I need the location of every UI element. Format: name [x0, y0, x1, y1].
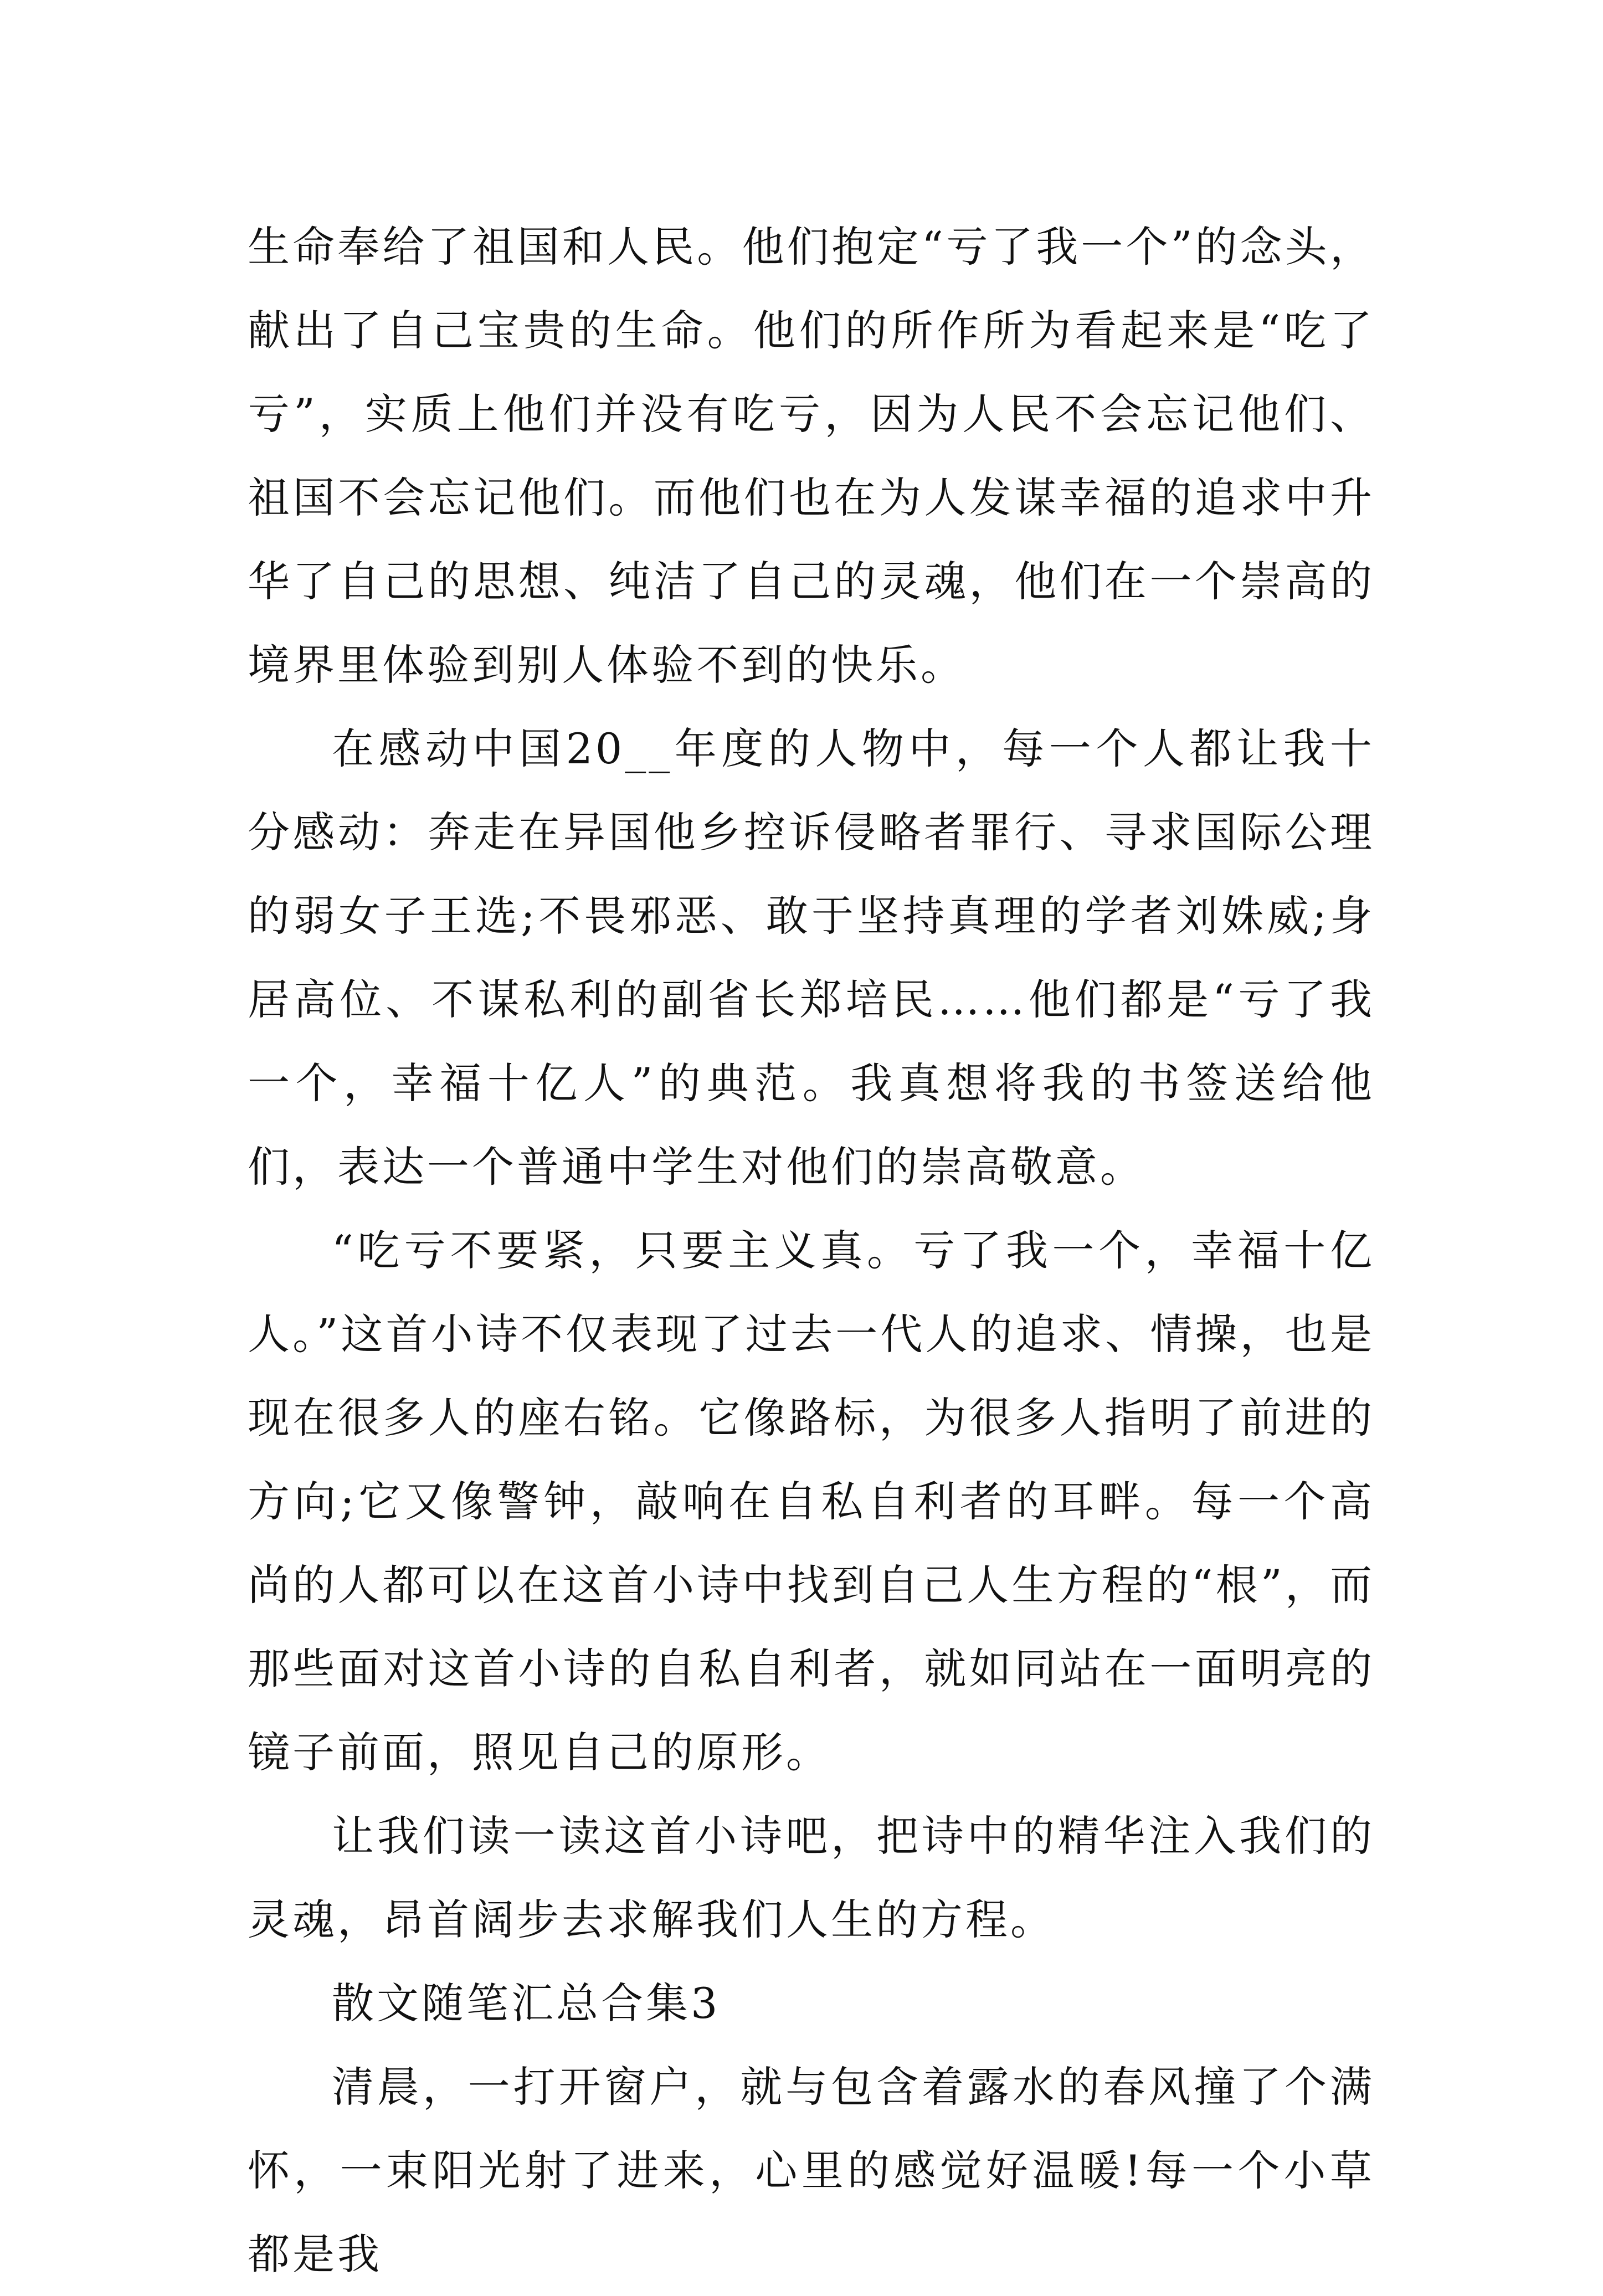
paragraph: 让我们读一读这首小诗吧，把诗中的精华注入我们的灵魂，昂首阔步去求解我们人生的方程。: [248, 1811, 1375, 1944]
paragraph: “吃亏不要紧，只要主义真。亏了我一个，幸福十亿人。”这首小诗不仅表现了过去一代人的追求、情操，也是现在很多人的座右铭。它像路标，为很多人指明了前进的方向;它又像警钟，敲响在自私自利者的耳畔。每一个高尚的人都可以在这首小诗中找到自己人生方程的“根”，而那些面对这首小诗的自私自利者，就如同站在一面明亮的镜子前面，照见自己的原形。: [248, 1226, 1375, 1777]
document-body: [248, 205, 1375, 2296]
paragraph: 清晨，一打开窗户，就与包含着露水的春风撞了个满怀，一束阳光射了进来，心里的感觉好温暖!每一个小草都是我: [248, 2062, 1375, 2279]
paragraph: 在感动中国20__年度的人物中，每一个人都让我十分感动：奔走在异国他乡控诉侵略者罪行、寻求国际公理的弱女子王选;不畏邪恶、敢于坚持真理的学者刘姝威;身居高位、不谋私利的副省长郑培民……他们都是“亏了我一个，幸福十亿人”的典范。我真想将我的书签送给他们，表达一个普通中学生对他们的崇高敬意。: [248, 724, 1375, 1191]
section-heading: 散文随笔汇总合集3: [332, 1979, 721, 2028]
paragraph: 生命奉给了祖国和人民。他们抱定“亏了我一个”的念头，献出了自己宝贵的生命。他们的所作所为看起来是“吃了亏”，实质上他们并没有吃亏，因为人民不会忘记他们、祖国不会忘记他们。而他们也在为人发谋幸福的追求中升华了自己的思想、纯洁了自己的灵魂，他们在一个崇高的境界里体验到别人体验不到的快乐。: [248, 222, 1375, 690]
